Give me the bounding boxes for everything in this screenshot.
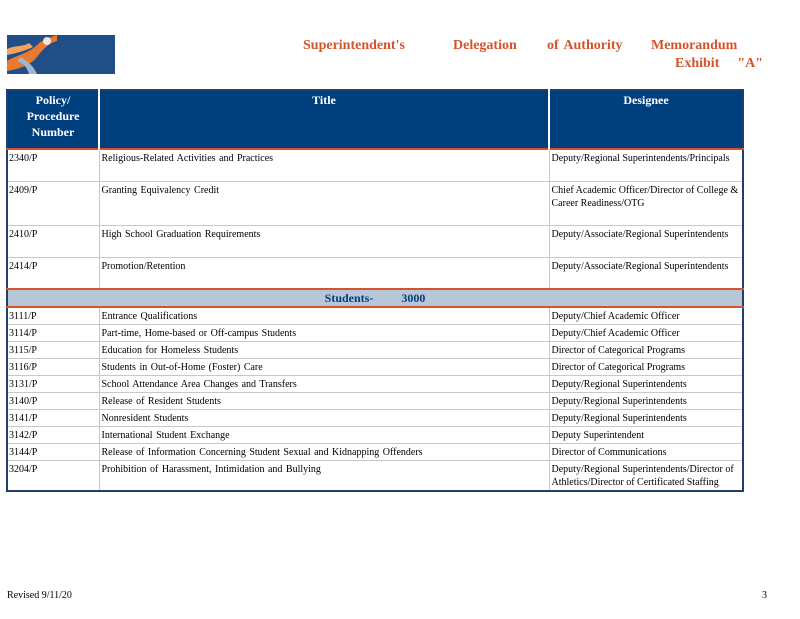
table-row: [7, 444, 743, 461]
policy-number-cell: 3111/P: [7, 307, 99, 325]
title-word: Superintendent's: [303, 38, 405, 53]
table-row: [7, 257, 743, 289]
policy-number-cell: 3114/P: [7, 325, 99, 342]
designee-cell: Deputy/Regional Superintendents/Principals: [549, 149, 743, 181]
title-word: Delegation: [453, 38, 517, 53]
title-cell: School Attendance Area Changes and Transfers: [99, 376, 549, 393]
policy-number-cell: 3141/P: [7, 410, 99, 427]
page-number: 3: [762, 590, 767, 601]
district-logo: [7, 35, 115, 74]
title-cell: Prohibition of Harassment, Intimidation and Bullying: [99, 461, 549, 492]
table-row: [7, 307, 743, 325]
table-row: [7, 427, 743, 444]
delegation-table: [6, 89, 744, 492]
title-cell: Release of Information Concerning Student Sexual and Kidnapping Offenders: [99, 444, 549, 461]
policy-number-cell: 2409/P: [7, 181, 99, 225]
title-cell: Nonresident Students: [99, 410, 549, 427]
column-header-policy-number: Policy/ Procedure Number: [7, 90, 99, 149]
designee-cell: Deputy/Regional Superintendents: [549, 376, 743, 393]
table-row: [7, 410, 743, 427]
table-row: [7, 181, 743, 225]
designee-cell: Director of Categorical Programs: [549, 342, 743, 359]
policy-number-cell: 2414/P: [7, 257, 99, 289]
title-cell: High School Graduation Requirements: [99, 225, 549, 257]
designee-cell: Chief Academic Officer/Director of College & Career Readiness/OTG: [549, 181, 743, 225]
policy-number-cell: 3142/P: [7, 427, 99, 444]
title-cell: Granting Equivalency Credit: [99, 181, 549, 225]
section-label: Students-: [324, 291, 374, 305]
title-cell: Entrance Qualifications: [99, 307, 549, 325]
title-cell: Religious-Related Activities and Practices: [99, 149, 549, 181]
table-row: [7, 325, 743, 342]
designee-cell: Director of Communications: [549, 444, 743, 461]
title-cell: Education for Homeless Students: [99, 342, 549, 359]
designee-cell: Deputy/Associate/Regional Superintendents: [549, 257, 743, 289]
policy-number-cell: 3131/P: [7, 376, 99, 393]
designee-cell: Deputy/Chief Academic Officer: [549, 307, 743, 325]
title-cell: Students in Out-of-Home (Foster) Care: [99, 359, 549, 376]
title-cell: Release of Resident Students: [99, 393, 549, 410]
column-header-title: Title: [99, 90, 549, 149]
subtitle-word: Exhibit: [675, 56, 720, 71]
subtitle-word: "A": [737, 56, 764, 71]
policy-number-cell: 2340/P: [7, 149, 99, 181]
table-row: [7, 149, 743, 181]
designee-cell: Deputy/Regional Superintendents: [549, 410, 743, 427]
designee-cell: Director of Categorical Programs: [549, 359, 743, 376]
section-row-students: [7, 289, 743, 307]
policy-number-cell: 3144/P: [7, 444, 99, 461]
table-row: [7, 393, 743, 410]
policy-number-cell: 3204/P: [7, 461, 99, 492]
section-number: 3000: [401, 291, 426, 305]
title-cell: Promotion/Retention: [99, 257, 549, 289]
designee-cell: Deputy/Regional Superintendents/Director of Athletics/Director of Certificated Staffing: [549, 461, 743, 492]
revised-date: Revised 9/11/20: [7, 590, 72, 601]
title-word: Memorandum: [651, 38, 738, 53]
title-cell: International Student Exchange: [99, 427, 549, 444]
policy-number-cell: 2410/P: [7, 225, 99, 257]
table-header-row: [7, 90, 743, 149]
title-word: of Authority: [547, 38, 623, 53]
designee-cell: Deputy/Chief Academic Officer: [549, 325, 743, 342]
table-row: [7, 342, 743, 359]
section-header: [7, 289, 743, 307]
designee-cell: Deputy/Associate/Regional Superintendents: [549, 225, 743, 257]
title-cell: Part-time, Home-based or Off-campus Students: [99, 325, 549, 342]
designee-cell: Deputy/Regional Superintendents: [549, 393, 743, 410]
table-row: [7, 376, 743, 393]
table-row: [7, 359, 743, 376]
table-row: [7, 225, 743, 257]
table-row: [7, 461, 743, 492]
policy-number-cell: 3140/P: [7, 393, 99, 410]
column-header-designee: Designee: [549, 90, 743, 149]
designee-cell: Deputy Superintendent: [549, 427, 743, 444]
policy-number-cell: 3115/P: [7, 342, 99, 359]
policy-number-cell: 3116/P: [7, 359, 99, 376]
